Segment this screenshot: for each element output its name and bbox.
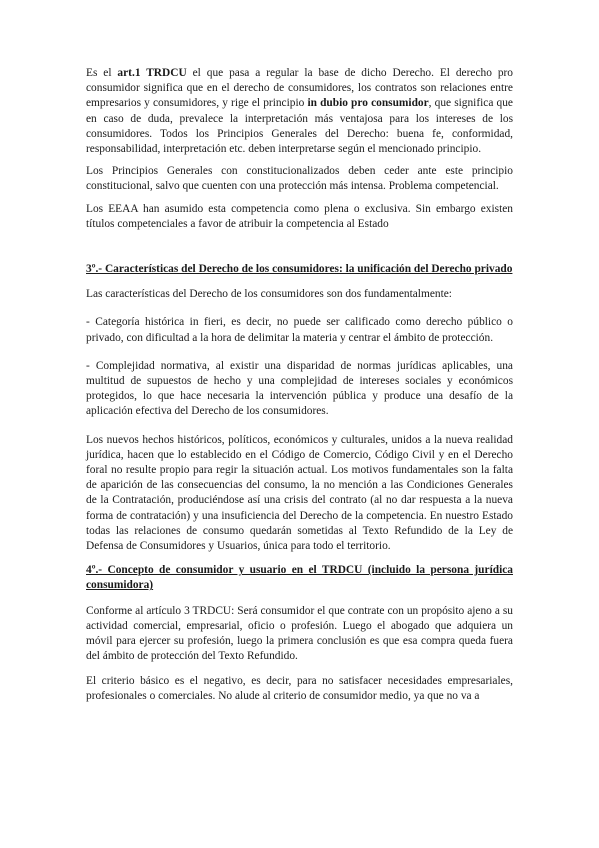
bold-text-in-dubio: in dubio pro consumidor [307, 97, 429, 110]
text-run: el que pasa a regular la base de dicho Derecho. El derecho pro consumidor significa que en el derecho de consumidores, los contratos son relaciones entre empresarios y consumidores, y rige el principio [86, 67, 513, 110]
text-run: , que significa que en caso de duda, prevalece la interpretación más ventajosa para los intereses de los consumidores. Todos los Principios Generales del Derecho: buena fe, conformidad, responsabilidad, interpretación etc. deben interpretarse según el mencionado principio. [86, 97, 513, 156]
section-heading-4: 4º.- Concepto de consumidor y usuario en el TRDCU (incluido la persona jurídica consumidora) [86, 564, 513, 592]
paragraph-nuevos-hechos: Los nuevos hechos históricos, políticos, económicos y culturales, unidos a la nueva realidad jurídica, hacen que lo establecido en el Código de Comercio, Código Civil y en el Derecho foral no resulte propio para regir la situación actual. Los motivos fundamentales son la falta de aparición de las consecuencias del consumo, la no mención a las Condiciones Generales de la Contratación, produciéndose así una crisis del contrato (al no dar respuesta a la nueva forma de contratación) y una insuficiencia del Derecho de la competencia. En nuestro Estado todas las relaciones de consumo quedarán sometidas al Texto Refundido de la Ley de Defensa de Consumidores y Usuarios, única para todo el territorio. [86, 433, 513, 553]
paragraph-criterio-basico: El criterio básico es el negativo, es decir, para no satisfacer necesidades empresariales, profesionales o comerciales. No alude al criterio de consumidor medio, ya que no va a [86, 674, 513, 702]
section-spacer [86, 241, 513, 262]
paragraph-eeaa: Los EEAA han asumido esta competencia como plena o exclusiva. Sin embargo existen títulos competenciales a favor de atribuir la competencia al Estado [86, 202, 513, 230]
paragraph-art1 [86, 66, 513, 157]
bold-text-art1: art.1 TRDCU [117, 67, 187, 79]
paragraph-caracteristicas-intro: Las características del Derecho de los consumidores son dos fundamentalmente: [86, 288, 452, 301]
paragraph-complejidad-normativa: - Complejidad normativa, al existir una disparidad de normas jurídicas aplicables, una multitud de supuestos de hecho y una complejidad de intereses sociales y económicos protegidos, lo que hace necesaria la intervención pública y produce una desafío de la aplicación efectiva del Derecho de los consumidores. [86, 359, 513, 418]
section-heading-3: 3º.- Características del Derecho de los consumidores: la unificación del Derecho privado [86, 263, 513, 276]
paragraph-categoria-historica: - Categoría histórica in fieri, es decir, no puede ser calificado como derecho público o privado, con dificultad a la hora de delimitar la materia y centrar el ámbito de protección. [86, 316, 513, 344]
paragraph-principios: Los Principios Generales con constitucionalizados deben ceder ante este principio constitucional, salvo que cuenten con una protección más intensa. Problema competencial. [86, 165, 513, 193]
text-run: Es el [86, 67, 118, 79]
paragraph-articulo-3: Conforme al artículo 3 TRDCU: Será consumidor el que contrate con un propósito ajeno a su actividad comercial, empresarial, oficio o profesión. Luego el abogado que adquiera un móvil para ejercer su profesión, luego la primera conclusión es que esa compra queda fuera del ámbito de protección del Texto Refundido. [86, 604, 513, 663]
